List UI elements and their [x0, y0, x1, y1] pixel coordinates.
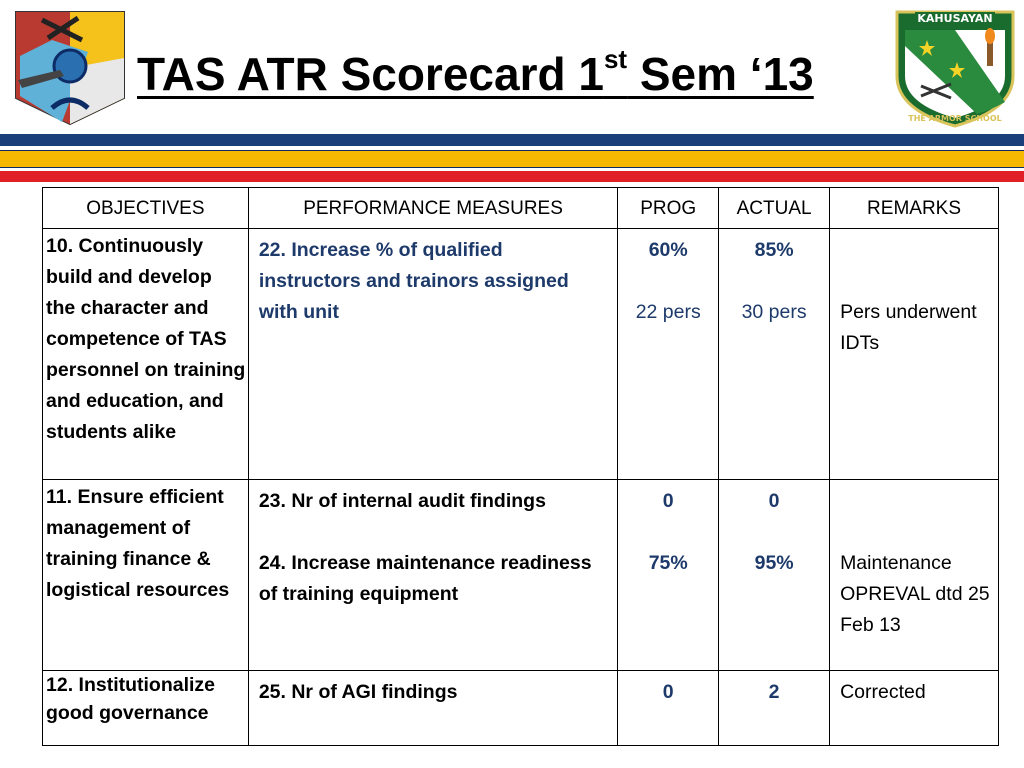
spacer	[840, 235, 992, 297]
remarks-cell	[830, 229, 999, 480]
title-main: TAS ATR Scorecard 1	[137, 48, 604, 100]
page-title	[137, 46, 814, 102]
measure-cell	[248, 671, 617, 746]
prog-cell	[618, 671, 719, 746]
banner-navy-stripe	[0, 134, 1024, 146]
prog-cell	[618, 229, 719, 480]
header-objectives: OBJECTIVES	[43, 188, 249, 229]
actual-cell	[719, 671, 830, 746]
measure-text: 23. Nr of internal audit findings	[258, 490, 546, 512]
measure-text: 22. Increase % of qualified instructors and trainors assigned with unit	[258, 239, 569, 323]
measure-text: 24. Increase maintenance readiness of training equipment	[258, 552, 592, 605]
spacer	[618, 517, 718, 548]
remarks-cell	[830, 671, 999, 746]
header-performance-measures: PERFORMANCE MEASURES	[248, 188, 617, 229]
table-row	[43, 229, 999, 480]
prog-value: 0	[662, 490, 674, 512]
header-actual: ACTUAL	[719, 188, 830, 229]
actual-value: 95%	[754, 552, 794, 574]
spacer	[840, 486, 992, 548]
measure-text: 25. Nr of AGI findings	[258, 681, 458, 703]
objective-cell: 10. Continuously build and develop the character and competence of TAS personnel on training and education, and students alike	[43, 229, 249, 480]
actual-cell	[719, 480, 830, 671]
title-superscript: st	[603, 44, 628, 74]
actual-value: 0	[768, 490, 780, 512]
objective-cell: 11. Ensure efficient management of training finance & logistical resources	[43, 480, 249, 671]
table-row	[43, 480, 999, 671]
spacer	[618, 266, 718, 297]
spacer	[719, 266, 829, 297]
logo-bottom-text: THE ARMOR SCHOOL	[908, 114, 1002, 123]
prog-value: 75%	[648, 552, 688, 574]
table-header-row	[43, 188, 999, 229]
title-tail: Sem ‘13	[627, 48, 814, 100]
remarks-text: Maintenance OPREVAL dtd 25 Feb 13	[840, 552, 990, 636]
actual-subvalue: 30 pers	[741, 301, 807, 323]
prog-cell	[618, 480, 719, 671]
remarks-text: Pers underwent IDTs	[840, 301, 977, 354]
header-prog: PROG	[618, 188, 719, 229]
tas-unit-emblem-icon	[12, 10, 128, 126]
unit-emblem-logo	[12, 10, 128, 126]
table-row	[43, 671, 999, 746]
prog-value: 0	[662, 681, 674, 703]
spacer	[719, 517, 829, 548]
header-remarks: REMARKS	[830, 188, 999, 229]
banner-red-stripe	[0, 171, 1024, 182]
actual-value: 85%	[754, 239, 794, 261]
remarks-text: Corrected	[840, 681, 926, 703]
logo-top-text: KAHUSAYAN	[917, 12, 993, 25]
remarks-cell	[830, 480, 999, 671]
prog-value: 60%	[648, 239, 688, 261]
measure-cell	[248, 229, 617, 480]
measure-cell	[248, 480, 617, 671]
armor-school-logo	[891, 6, 1019, 130]
scorecard-table	[42, 187, 999, 746]
banner-gold-stripe	[0, 150, 1024, 168]
actual-value: 2	[768, 681, 780, 703]
actual-cell	[719, 229, 830, 480]
prog-subvalue: 22 pers	[635, 301, 701, 323]
spacer	[259, 517, 605, 548]
objective-cell: 12. Institutionalize good governance	[43, 671, 249, 746]
